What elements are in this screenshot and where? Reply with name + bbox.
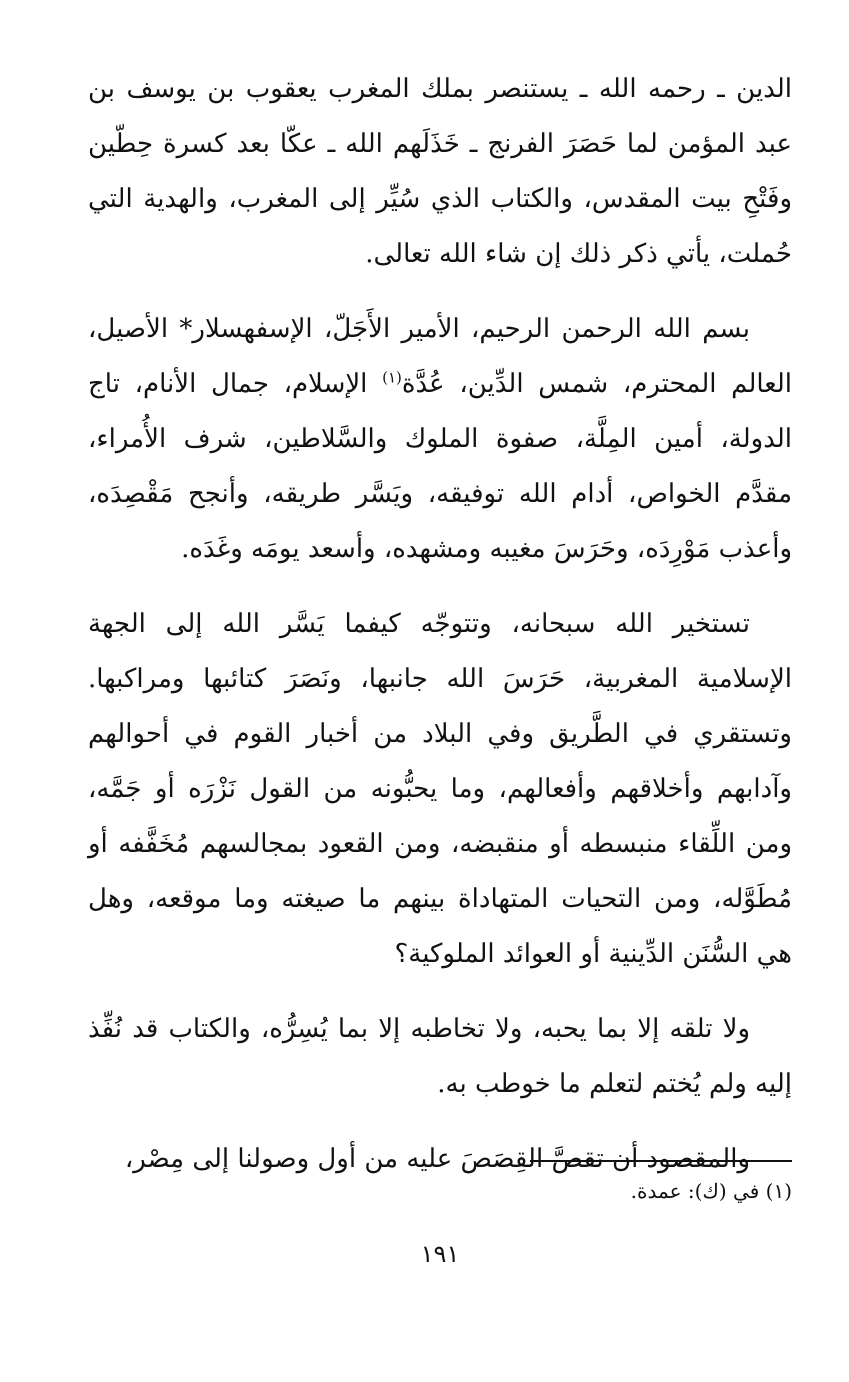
- paragraph-instructions: تستخير الله سبحانه، وتتوجّه كيفما يَسَّر الله إلى الجهة الإسلامية المغربية، حَرَسَ الله جانبها، ونَصَرَ كتائبها ومراكبها. وتستقري في الطَّريق وفي البلاد من أخبار القوم في أحوالهم وآدابهم وأخلاقهم وأفعالهم، وما يحبُّونه من القول نَزْرَه أو جَمَّه، ومن اللِّقاء منبسطه أو منقبضه، ومن القعود بمجالسهم مُخَفَّفه أو مُطَوَّله، ومن التحيات المتهاداة بينهم ما صيغته وما موقعه، وهل هي السُّنَن الدِّينية أو العوائد الملوكية؟: [88, 609, 792, 969]
- paragraph-purpose: والمقصود أن تقصَّ القِصَصَ عليه من أول وصولنا إلى مِصْر،: [124, 1144, 750, 1174]
- paragraph-opening: الدين ـ رحمه الله ـ يستنصر بملك المغرب يعقوب بن يوسف بن عبد المؤمن لما حَصَرَ الفرنج ـ خَذَلَهم الله ـ عكّا بعد كسرة حِطّين وفَتْحِ بيت المقدس، والكتاب الذي سُيِّر إلى المغرب، والهدية التي حُملت، يأتي ذكر ذلك إن شاء الله تعالى.: [88, 74, 792, 269]
- page-number: ١٩١: [420, 1240, 460, 1268]
- address-text-end: الإسلام، جمال الأنام، تاج الدولة، أمين المِلَّة، صفوة الملوك والسَّلاطين، شرف الأُمراء، مقدَّم الخواص، أدام الله توفيقه، ويَسَّر طريقه، وأنجح مَقْصِدَه، وأعذب مَوْرِدَه، وحَرَسَ مغيبه ومشهده، وأسعد يومَه وغَدَه.: [88, 369, 792, 564]
- paragraph-address: [88, 302, 792, 577]
- document-page: [88, 62, 792, 1302]
- footnote-reference: (١): [382, 368, 402, 387]
- paragraph-letter: ولا تلقه إلا بما يحبه، ولا تخاطبه إلا بما يُسِرُّه، والكتاب قد نُفِّذ إليه ولم يُختم لتعلم ما خوطب به.: [88, 1014, 792, 1099]
- address-text-start: بسم الله الرحمن الرحيم، الأمير الأَجَلّ، الإسفهسلار* الأصيل، العالم المحترم، شمس الدِّين، عُدَّة: [88, 314, 792, 399]
- footnote-divider: [530, 1160, 792, 1162]
- footnote: (١) في (ك): عمدة.: [630, 1179, 792, 1203]
